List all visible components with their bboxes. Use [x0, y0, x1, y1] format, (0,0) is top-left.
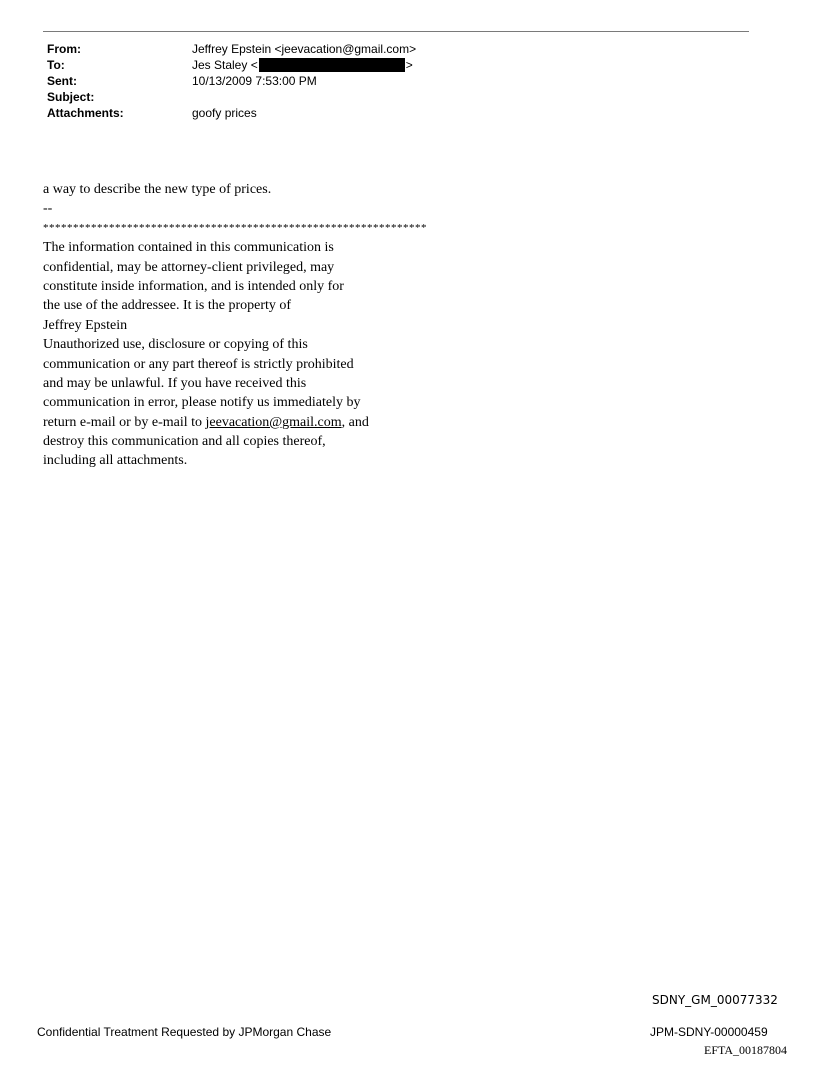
- from-value: Jeffrey Epstein <jeevacation@gmail.com>: [192, 42, 417, 56]
- sent-value: 10/13/2009 7:53:00 PM: [192, 74, 317, 88]
- attachments-label: Attachments:: [47, 106, 124, 120]
- disclaimer-line: Jeffrey Epstein: [43, 317, 128, 333]
- to-value: [192, 57, 413, 73]
- message-text: a way to describe the new type of prices.: [43, 182, 272, 197]
- to-label: To:: [47, 58, 65, 72]
- return-line-suffix: , and: [341, 414, 369, 430]
- from-label: From:: [47, 42, 81, 56]
- sent-label: Sent:: [47, 74, 77, 88]
- asterisk-divider: ****************************************************************: [43, 221, 427, 234]
- confidential-notice: Confidential Treatment Requested by JPMorgan Chase: [37, 1025, 332, 1039]
- redaction-box: [259, 58, 405, 72]
- header-divider: [43, 31, 749, 32]
- disclaimer-line: constitute inside information, and is intended only for: [43, 278, 344, 294]
- disclaimer-line: communication in error, please notify us immediately by: [43, 395, 361, 411]
- to-close-bracket: >: [405, 58, 413, 72]
- attachments-value[interactable]: goofy prices: [192, 106, 257, 120]
- disclaimer-line: confidential, may be attorney-client privileged, may: [43, 259, 335, 275]
- disclaimer-line: including all attachments.: [43, 453, 188, 469]
- disclaimer-line: communication or any part thereof is strictly prohibited: [43, 356, 354, 372]
- disclaimer-return-line: [43, 413, 427, 432]
- disclaimer-line: destroy this communication and all copies thereof,: [43, 434, 326, 450]
- return-line-prefix: return e-mail or by e-mail to: [43, 414, 206, 430]
- bates-number-jpm: JPM-SDNY-00000459: [650, 1025, 768, 1039]
- bates-number-efta: EFTA_00187804: [704, 1043, 788, 1057]
- subject-label: Subject:: [47, 90, 95, 104]
- disclaimer-line: The information contained in this communication is: [43, 240, 334, 256]
- disclaimer-line: Unauthorized use, disclosure or copying of this: [43, 337, 308, 353]
- disclaimer-line: and may be unlawful. If you have received this: [43, 375, 307, 391]
- email-link[interactable]: jeevacation@gmail.com: [205, 414, 342, 430]
- email-body: [43, 180, 427, 471]
- signature-separator: --: [43, 201, 53, 217]
- disclaimer-line: the use of the addressee. It is the property of: [43, 298, 292, 314]
- bates-number-sdny: SDNY_GM_00077332: [652, 993, 778, 1007]
- to-name: Jes Staley <: [192, 58, 258, 72]
